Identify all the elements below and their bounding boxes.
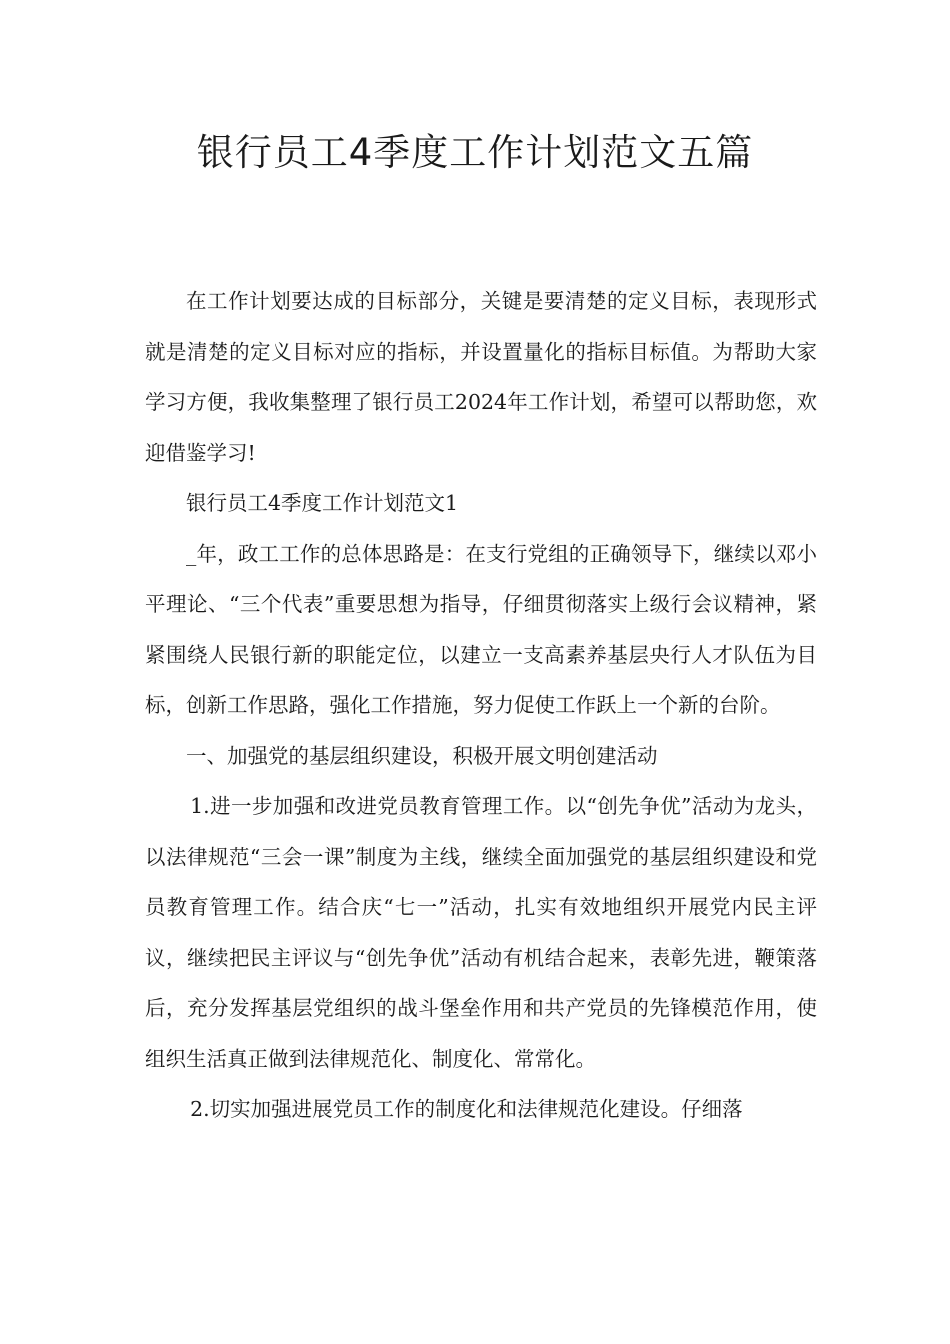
document-title: 银行员工4季度工作计划范文五篇 bbox=[196, 131, 754, 174]
numbered-paragraph: 2.切实加强进展党员工作的制度化和法律规范化建设。仔细落 bbox=[190, 1097, 743, 1121]
subsection-heading: 一、加强党的基层组织建设，积极开展文明创建活动 bbox=[186, 743, 658, 768]
body-paragraph: _年，政工工作的总体思路是：在支行党组的正确领导下，继续以邓小平理论、“三个代表”重要思想为指导，仔细贯彻落实上级行会议精神，紧紧围绕人民银行新的职能定位，以建立一支高素养基层央行人才队伍为目标，创新工作思路，强化工作措施，努力促使工作跃上一个新的台阶。 bbox=[145, 541, 817, 717]
numbered-paragraph: 1.进一步加强和改进党员教育管理工作。以“创先争优”活动为龙头，以法律规范“三会一课”制度为主线，继续全面加强党的基层组织建设和党员教育管理工作。结合庆“七一”活动，扎实有效地组织开展党内民主评议，继续把民主评议与“创先争优”活动有机结合起来，表彰先进，鞭策落后，充分发挥基层党组织的战斗堡垒作用和共产党员的先锋模范作用，使组织生活真正做到法律规范化、制度化、常常化。 bbox=[145, 794, 817, 1071]
section-heading: 银行员工4季度工作计划范文1 bbox=[186, 491, 459, 515]
document-body bbox=[145, 276, 817, 1135]
intro-paragraph: 在工作计划要达成的目标部分，关键是要清楚的定义目标，表现形式就是清楚的定义目标对应的指标，并设置量化的指标目标值。为帮助大家学习方便，我收集整理了银行员工2024年工作计划，希望可以帮助您，欢迎借鉴学习! bbox=[145, 289, 817, 465]
